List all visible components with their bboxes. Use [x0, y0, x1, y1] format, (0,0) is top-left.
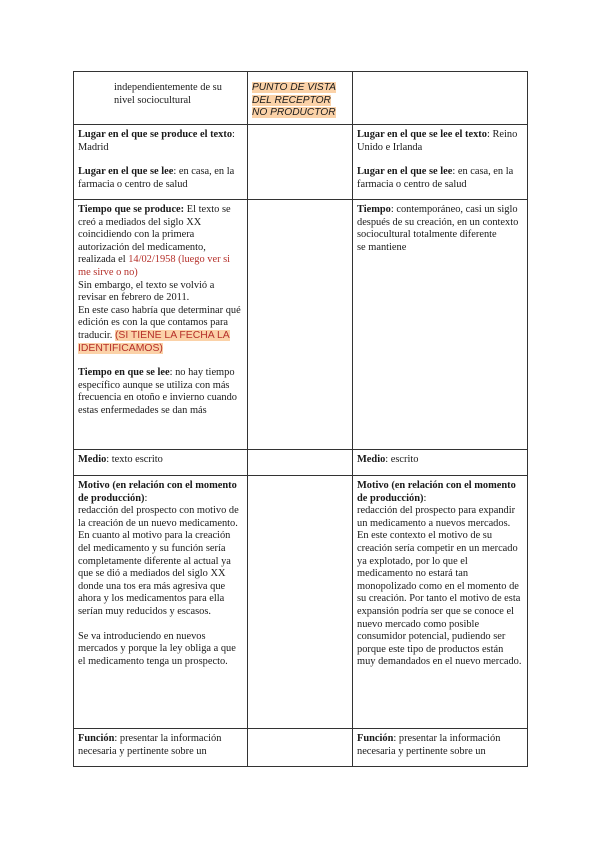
- identify-date-note: (SI TIENE LA FECHA LA IDENTIFICAMOS): [78, 329, 230, 354]
- time-text-target-2: se mantiene: [357, 241, 407, 253]
- time-produced-text: El texto se creó a mediados del siglo XX coincidiendo con la primera autorización del medicamento, realizada el: [78, 204, 231, 266]
- place-produced-value: : Madrid: [78, 129, 235, 153]
- time-label-target: Tiempo: [357, 204, 391, 215]
- row1-col1: [74, 72, 248, 125]
- place-read-text-label: Lugar en el que se lee el texto: [357, 129, 487, 140]
- row5-col2: [248, 476, 353, 729]
- row1-col3: [353, 72, 528, 125]
- function-value: : presentar la información necesaria y pertinente sobre un: [78, 733, 222, 757]
- motive-text-2: En cuanto al motivo para la creación del medicamento y su función sería completamente diferente al actual ya que se dió a mediados del siglo XX donde una tos era más agresiva que ahora y los medicamentos para ella serían muy reducidos y escasos.: [78, 530, 231, 617]
- table-row: [74, 729, 528, 767]
- table-row: [74, 72, 528, 125]
- medium-value: : texto escrito: [106, 454, 163, 465]
- function-label: Función: [78, 733, 115, 744]
- motive-colon-target: :: [423, 492, 427, 504]
- row6-col2: [248, 729, 353, 767]
- motive-label: Motivo (en relación con el momento de producción): [78, 480, 237, 504]
- row2-col2: [248, 125, 353, 200]
- analysis-table: [73, 71, 528, 767]
- row2-col1: [74, 125, 248, 200]
- time-produced-label: Tiempo que se produce:: [78, 204, 185, 215]
- place-read-text-value: : Reino Unido e Irlanda: [357, 129, 518, 153]
- table-row: [74, 200, 528, 450]
- row5-col1: [74, 476, 248, 729]
- time-read-text: : no hay tiempo específico aunque se utiliza con más frecuencia en otoño e invierno cuando estas enfermedades se dan más: [78, 367, 237, 416]
- motive-text-1: redacción del prospecto con motivo de la creación de un nuevo medicamento.: [78, 505, 239, 529]
- medium-label-target: Medio: [357, 454, 386, 465]
- authorization-date: 14/02/1958: [128, 254, 176, 266]
- place-read-value-target: : en casa, en la farmacia o centro de salud: [357, 166, 514, 190]
- row2-col3: [353, 125, 528, 200]
- table-row: [74, 476, 528, 729]
- motive-text-target: redacción del prospecto para expandir un medicamento a nuevos mercados. En este contexto el motivo de su creación sería competir en un mercado ya explotado, por lo que el medicamento no estará tan monopolizado como en el momento de su creación. Por tanto el motivo de esta expansión podría ser que se conoce el nuevo mercado como posible consumidor potencial, pudiendo ser porque este tipo de productos están muy demandados en el nuevo mercado.: [357, 505, 522, 668]
- place-read-label-target: Lugar en el que se lee: [357, 166, 453, 178]
- row3-col2: [248, 200, 353, 450]
- table-row: [74, 450, 528, 476]
- row4-col2: [248, 450, 353, 476]
- place-read-label: Lugar en el que se lee: [78, 166, 174, 178]
- row4-col3: [353, 450, 528, 476]
- place-produced-label: Lugar en el que se produce el texto: [78, 129, 233, 140]
- date-note: (luego ver si me sirve o no): [78, 254, 231, 278]
- motive-text-3: Se va introduciendo en nuevos mercados y porque la ley obliga a que el medicamento tenga un prospecto.: [78, 630, 236, 667]
- row1-col1-text: independientemente de su nivel sociocultural: [114, 82, 222, 106]
- table-row: [74, 125, 528, 200]
- row5-col3: [353, 476, 528, 729]
- row1-col2: [248, 72, 353, 125]
- place-read-value: : en casa, en la farmacia o centro de salud: [78, 166, 235, 190]
- function-value-target: : presentar la información necesaria y pertinente sobre un: [357, 733, 501, 757]
- edition-text: En este caso habría que determinar qué edición es con la que contamos para traducir.: [78, 304, 241, 341]
- row6-col3: [353, 729, 528, 767]
- row3-col1: [74, 200, 248, 450]
- function-label-target: Función: [357, 733, 394, 744]
- row4-col1: [74, 450, 248, 476]
- medium-value-target: : escrito: [385, 454, 419, 465]
- time-text-target: : contemporáneo, casi un siglo después de su creación, en un contexto sociocultural totalmente diferente: [357, 204, 519, 241]
- motive-label-target: Motivo (en relación con el momento de producción): [357, 480, 516, 504]
- viewpoint-heading: PUNTO DE VISTA DEL RECEPTOR NO PRODUCTOR: [252, 82, 336, 119]
- row6-col1: [74, 729, 248, 767]
- row3-col3: [353, 200, 528, 450]
- revision-text: Sin embargo, el texto se volvió a revisar en febrero de 2011.: [78, 279, 215, 304]
- medium-label: Medio: [78, 454, 107, 465]
- motive-colon: :: [144, 492, 148, 504]
- time-read-label: Tiempo en que se lee: [78, 367, 170, 379]
